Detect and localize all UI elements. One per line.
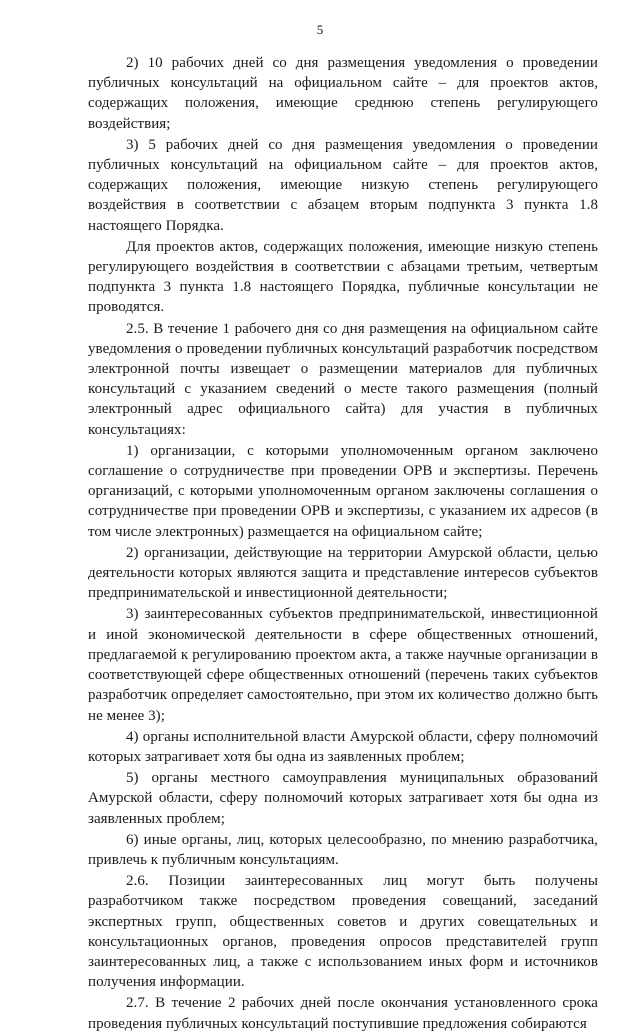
paragraph-section-2-6: 2.6. Позиции заинтересованных лиц могут быть получены разработчиком также посредством проведения совещаний, заседаний экспертных групп, общественных советов и других совещательных и консультационных органов, проведения опросов представителей групп заинтересованных лиц, а также с использованием иных форм и источников получения информации. — [88, 873, 598, 991]
list-item-regional-organizations: 2) организации, действующие на территории Амурской области, целью деятельности которых являются защита и представление интересов субъектов предпринимательской и инвестиционной деятельности; — [88, 544, 598, 602]
paragraph-item-3-low-impact: 3) 5 рабочих дней со дня размещения уведомления о проведении публичных консультаций на официальном сайте – для проектов актов, содержащих положения, имеющие низкую степень регулирующего воздействия в соответствии с абзацем вторым подпункта 3 пункта 1.8 настоящего Порядка. — [88, 136, 598, 234]
list-item-organizations-agreement: 1) организации, с которыми уполномоченным органом заключено соглашение о сотрудничестве при проведении ОРВ и экспертизы. Перечень организаций, с которыми уполномоченным органом заключены соглашения о сотрудничестве при проведении ОРВ и экспертизы, с указанием их адресов (в том числе электронных) размещается на официальном сайте; — [88, 442, 598, 540]
paragraph-item-2-medium-impact: 2) 10 рабочих дней со дня размещения уведомления о проведении публичных консультаций на официальном сайте – для проектов актов, содержащих положения, имеющие среднюю степень регулирующего воздействия; — [88, 55, 598, 132]
paragraph-no-consultations: Для проектов актов, содержащих положения, имеющие низкую степень регулирующего воздействия в соответствии с абзацами третьим, четвертым подпункта 3 пункта 1.8 настоящего Порядка, публичные консультации не проводятся. — [88, 238, 598, 316]
list-item-interested-subjects: 3) заинтересованных субъектов предпринимательской, инвестиционной и иной экономической деятельности в сфере общественных отношений, предлагаемой к регулированию проектом акта, а также научные организации в соответствующей сфере общественных отношений (перечень таких субъектов разработчик определяет самостоятельно, при этом их количество должно быть не менее 3); — [88, 606, 598, 724]
paragraph-section-2-5: 2.5. В течение 1 рабочего дня со дня размещения на официальном сайте уведомления о проведении публичных консультаций разработчик посредством электронной почты извещает о размещении материалов для публичных консультаций с указанием сведений о месте такого размещения (полный электронный адрес официального сайта) для участия в публичных консультациях: — [88, 320, 598, 438]
paragraph-section-2-7: 2.7. В течение 2 рабочих дней после окончания установленного срока проведения публичных консультаций поступившие предложения собираются — [88, 995, 598, 1032]
list-item-local-government: 5) органы местного самоуправления муниципальных образований Амурской области, сферу полномочий которых затрагивает хотя бы одна из заявленных проблем; — [88, 770, 598, 827]
list-item-other-bodies: 6) иные органы, лиц, которых целесообразно, по мнению разработчика, привлечь к публичным консультациям. — [88, 831, 598, 868]
list-item-executive-authorities: 4) органы исполнительной власти Амурской области, сферу полномочий которых затрагивает хотя бы одна из заявленных проблем; — [88, 728, 598, 765]
document-body — [88, 53, 598, 1035]
page-number: 5 — [316, 22, 324, 37]
